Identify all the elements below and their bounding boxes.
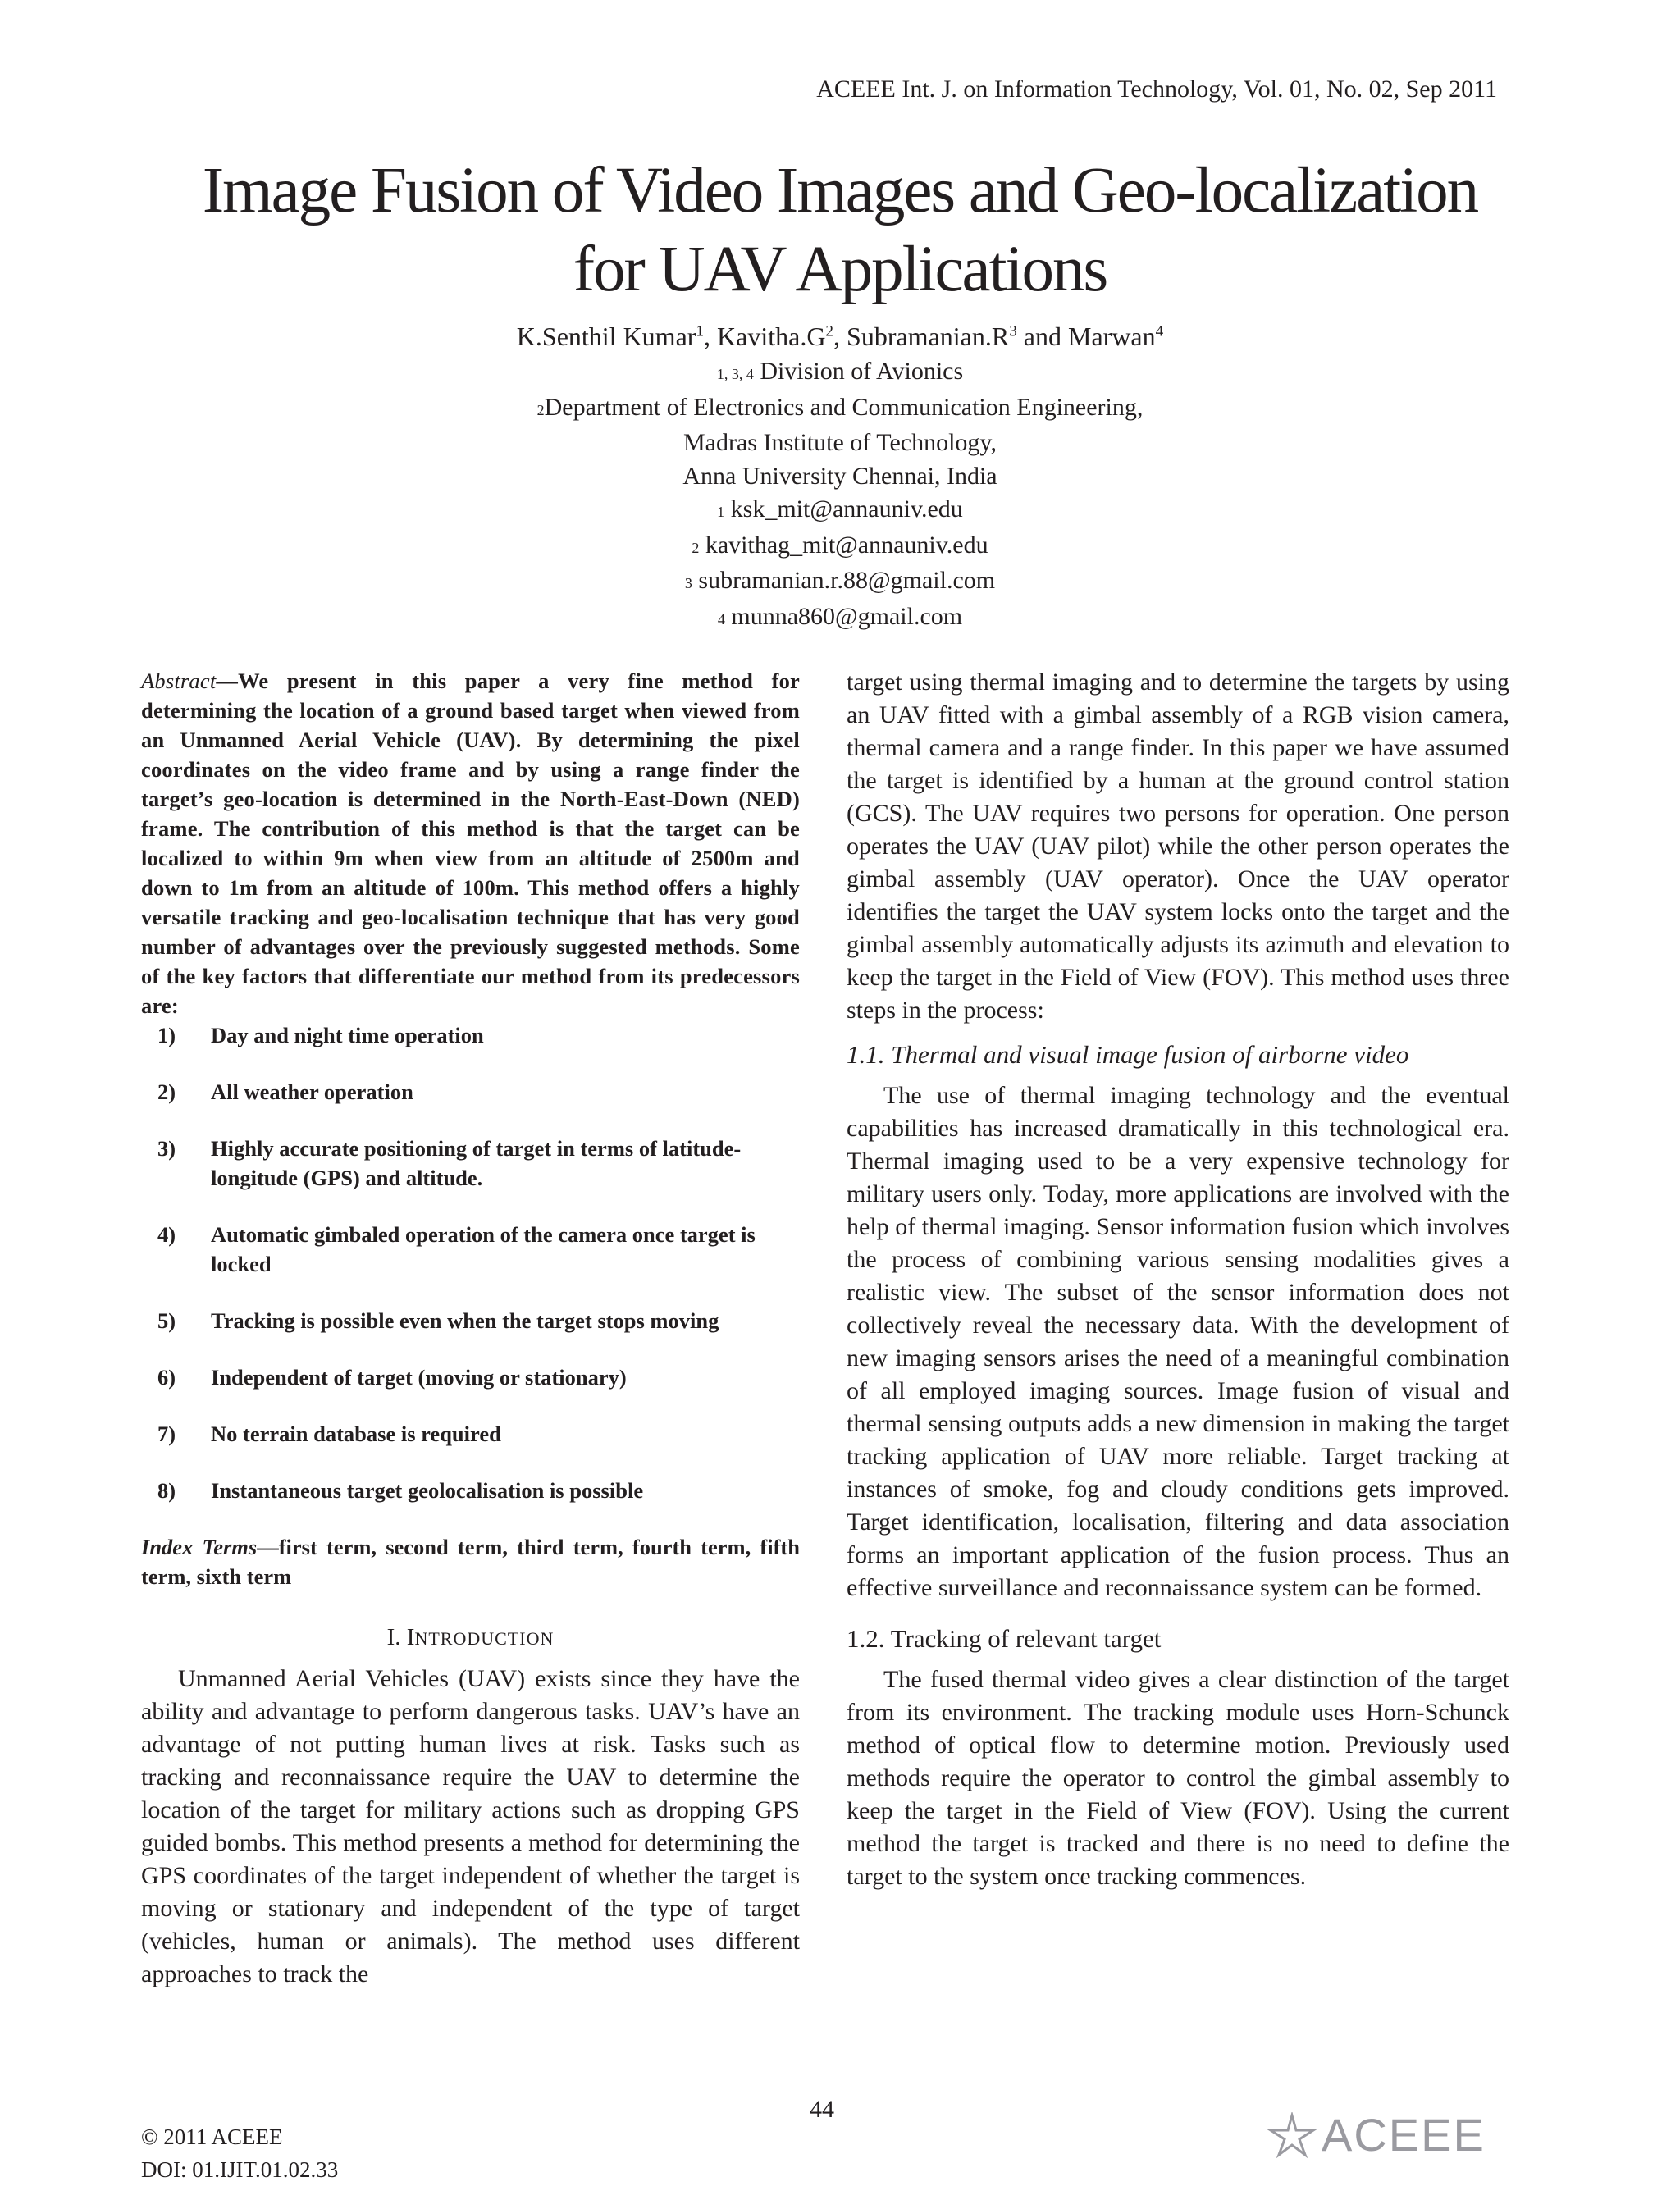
list-item-text: All weather operation bbox=[211, 1079, 413, 1104]
affiliation-text: Department of Electronics and Communication Engineering, bbox=[544, 393, 1144, 421]
affiliations bbox=[0, 355, 1680, 636]
page-number: 44 bbox=[810, 2096, 834, 2123]
author-name: Kavitha.G bbox=[717, 322, 826, 351]
abstract bbox=[141, 666, 800, 1020]
author-list bbox=[0, 322, 1680, 352]
doi-text: DOI: 01.IJIT.01.02.33 bbox=[141, 2157, 339, 2182]
heading-rest: NTRODUCTION bbox=[414, 1628, 555, 1649]
affiliation-line bbox=[0, 460, 1680, 494]
affiliation-line bbox=[0, 391, 1680, 427]
list-item-text: Highly accurate positioning of target in terms of latitude-longitude (GPS) and altitude. bbox=[211, 1136, 742, 1190]
list-item bbox=[141, 1476, 800, 1505]
list-item bbox=[141, 1419, 800, 1449]
paper-title bbox=[0, 152, 1680, 309]
email-text[interactable]: munna860@gmail.com bbox=[731, 602, 963, 630]
list-item bbox=[141, 1020, 800, 1050]
list-item-number: 5) bbox=[158, 1308, 176, 1333]
index-terms-text: —first term, second term, third term, fourth term, fifth term, sixth term bbox=[141, 1535, 800, 1589]
list-item-text: No terrain database is required bbox=[211, 1422, 501, 1446]
author-name: Subramanian.R bbox=[847, 322, 1010, 351]
email-text[interactable]: subramanian.r.88@gmail.com bbox=[698, 567, 996, 594]
heading-number: I. bbox=[386, 1624, 407, 1650]
list-item bbox=[141, 1362, 800, 1392]
subsection-1-2-paragraph: The fused thermal video gives a clear distinction of the target from its environment. The tracking module uses Horn-Schunck method of optical flow to determine motion. Previously used methods require the operator to control the gimbal assembly to keep the target in the Field of View (FOV). Using the current method the target is tracked and there is no need to define the target to the system once tracking commences. bbox=[847, 1666, 1509, 1890]
author-sup: 1 bbox=[696, 322, 705, 340]
list-item-number: 1) bbox=[158, 1023, 176, 1047]
title-line-2: for UAV Applications bbox=[573, 234, 1107, 305]
list-item-number: 4) bbox=[158, 1222, 176, 1247]
author-separator: , bbox=[704, 322, 718, 351]
list-item-number: 3) bbox=[158, 1136, 176, 1161]
author-separator: , bbox=[833, 322, 847, 351]
affiliation-text: Division of Avionics bbox=[760, 358, 964, 385]
affiliation-text: Madras Institute of Technology, bbox=[683, 429, 997, 456]
list-item-number: 2) bbox=[158, 1079, 176, 1104]
star-icon bbox=[1267, 2112, 1317, 2158]
introduction-continued: target using thermal imaging and to determine the targets by using an UAV fitted with a gimbal assembly of a RGB vision camera, thermal camera and a range finder. In this paper we have assumed the target is identified by a human at the ground control station (GCS). The UAV requires two persons for operation. One person operates the UAV (UAV pilot) while the other person operates the gimbal assembly (UAV operator). Once the UAV operator identifies the target the UAV system locks onto the target and the gimbal assembly automatically adjusts its azimuth and elevation to keep the target in the Field of View (FOV). This method uses three steps in the process: bbox=[847, 669, 1509, 1024]
email-line bbox=[0, 529, 1680, 565]
heading-initial: I bbox=[406, 1624, 415, 1650]
index-terms-label: Index Terms bbox=[141, 1535, 258, 1559]
list-item bbox=[141, 1077, 800, 1107]
list-item-text: Day and night time operation bbox=[211, 1023, 484, 1047]
footer-copyright bbox=[141, 2120, 338, 2186]
list-item-number: 6) bbox=[158, 1365, 176, 1390]
affiliation-line bbox=[0, 355, 1680, 391]
right-column bbox=[847, 666, 1509, 1893]
journal-header: ACEEE Int. J. on Information Technology, Vol. 01, No. 02, Sep 2011 bbox=[816, 75, 1497, 103]
list-item bbox=[141, 1220, 800, 1279]
list-item-text: Instantaneous target geolocalisation is possible bbox=[211, 1478, 644, 1503]
publisher-logo bbox=[1267, 2108, 1486, 2161]
author-sup: 4 bbox=[1155, 322, 1164, 340]
abstract-label: Abstract bbox=[141, 669, 217, 693]
copyright-text: © 2011 ACEEE bbox=[141, 2124, 283, 2149]
email-sup: 3 bbox=[684, 575, 692, 591]
email-sup: 2 bbox=[692, 539, 700, 556]
email-sup: 4 bbox=[717, 610, 725, 628]
list-item bbox=[141, 1134, 800, 1193]
introduction-heading bbox=[141, 1624, 800, 1651]
index-terms bbox=[141, 1532, 800, 1591]
list-item-number: 7) bbox=[158, 1422, 176, 1446]
brand-name: ACEEE bbox=[1322, 2109, 1486, 2161]
list-item-number: 8) bbox=[158, 1478, 176, 1503]
email-text[interactable]: ksk_mit@annauniv.edu bbox=[730, 495, 963, 523]
email-line bbox=[0, 564, 1680, 600]
affiliation-sup: 2 bbox=[536, 401, 545, 418]
author-sup: 2 bbox=[825, 322, 834, 340]
email-line bbox=[0, 600, 1680, 637]
email-sup: 1 bbox=[717, 504, 725, 520]
list-item bbox=[141, 1306, 800, 1335]
email-line bbox=[0, 493, 1680, 529]
list-item-text: Independent of target (moving or stationary) bbox=[211, 1365, 627, 1390]
introduction-paragraph: Unmanned Aerial Vehicles (UAV) exists since they have the ability and advantage to perform dangerous tasks. UAV’s have an advantage of not putting human lives at risk. Tasks such as tracking and reconnaissance require the UAV to determine the location of the target for military actions such as dropping GPS guided bombs. This method presents a method for determining the GPS coordinates of the target independent of whether the target is moving or stationary and independent of the type of target (vehicles, human or animals). The method uses different approaches to track the bbox=[141, 1665, 800, 1987]
affiliation-line bbox=[0, 427, 1680, 460]
affiliation-text: Anna University Chennai, India bbox=[682, 462, 998, 490]
author-sup: 3 bbox=[1009, 322, 1017, 340]
list-item-text: Automatic gimbaled operation of the camera once target is locked bbox=[211, 1222, 756, 1276]
affiliation-sup: 1, 3, 4 bbox=[716, 366, 754, 382]
subsection-heading-1-1: 1.1. Thermal and visual image fusion of airborne video bbox=[847, 1040, 1409, 1069]
email-text[interactable]: kavithag_mit@annauniv.edu bbox=[705, 531, 988, 559]
subsection-1-1-paragraph: The use of thermal imaging technology and the eventual capabilities has increased dramatically in this technological era. Thermal imaging used to be a very expensive technology for military users only. Today, more applications are involved with the help of thermal imaging. Sensor information fusion which involves the process of combining various sensing modalities gives a realistic view. The subset of the sensor information does not collectively reveal the necessary data. With the development of new imaging sensors arises the need of a meaningful combination of all employed imaging sources. Image fusion of visual and thermal sensing outputs adds a new dimension in making the target tracking application of UAV more reliable. Target tracking at instances of smoke, fog and cloudy conditions gets improved. Target identification, localisation, filtering and data association forms an important application of the fusion process. Thus an effective surveillance and reconnaissance system can be formed. bbox=[847, 1082, 1509, 1601]
list-item-text: Tracking is possible even when the target stops moving bbox=[211, 1308, 719, 1333]
author-name: Marwan bbox=[1068, 322, 1156, 351]
author-name: K.Senthil Kumar bbox=[516, 322, 696, 351]
subsection-heading-1-2: 1.2. Tracking of relevant target bbox=[847, 1624, 1162, 1653]
key-factors-list bbox=[141, 1020, 800, 1505]
left-column bbox=[141, 666, 800, 1991]
title-line-1: Image Fusion of Video Images and Geo-localization bbox=[202, 155, 1478, 226]
author-separator: and bbox=[1016, 322, 1068, 351]
abstract-text: —We present in this paper a very fine method for determining the location of a ground based target when viewed from an Unmanned Aerial Vehicle (UAV). By determining the pixel coordinates on the video frame and by using a range finder the target’s geo-location is determined in the North-East-Down (NED) frame. The contribution of this method is that the target can be localized to within 9m when view from an altitude of 2500m and down to 1m from an altitude of 100m. This method offers a highly versatile tracking and geo-localisation technique that has very good number of advantages over the previously suggested methods. Some of the key factors that differentiate our method from its predecessors are: bbox=[141, 669, 800, 1018]
